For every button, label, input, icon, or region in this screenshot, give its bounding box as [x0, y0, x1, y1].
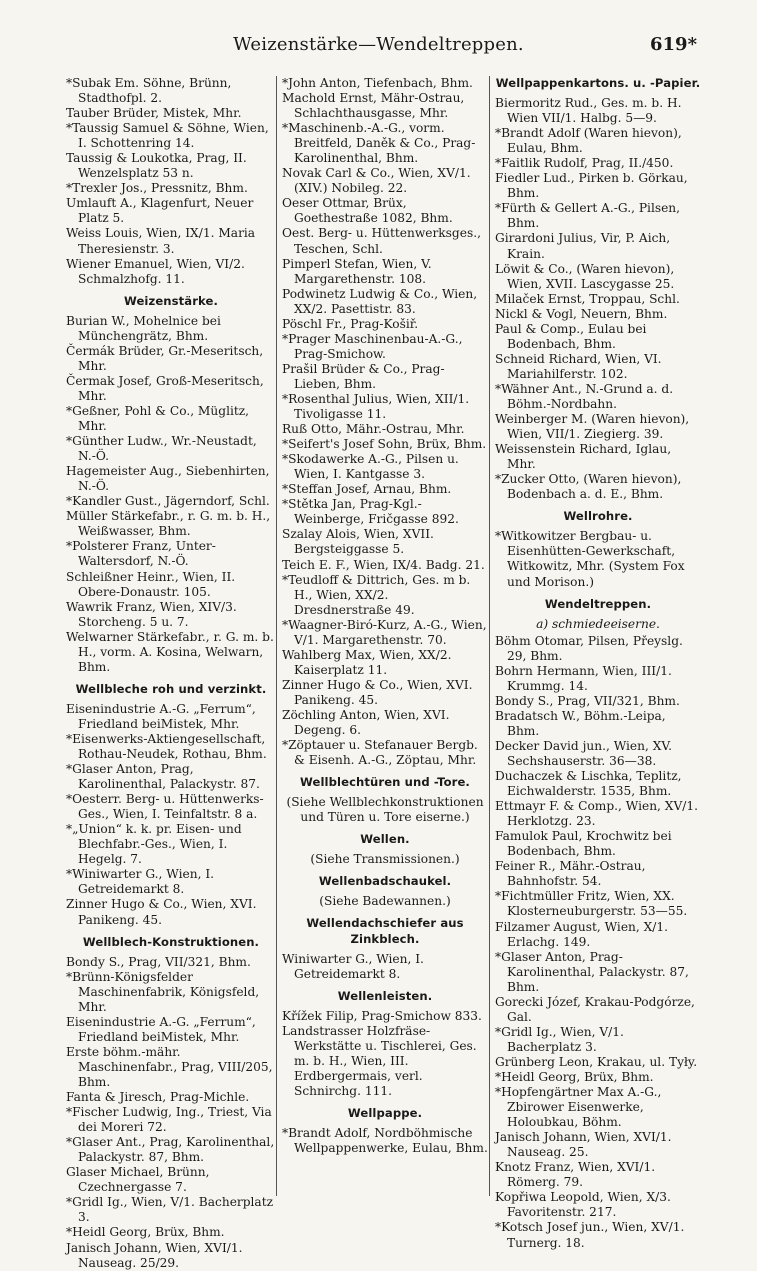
directory-entry: Knotz Franz, Wien, XVI/1. Römerg. 79. [495, 1160, 656, 1190]
directory-entry: Erste böhm.-mähr. Maschinenfabr., Prag, VIII/205, Bhm. [66, 1044, 273, 1089]
directory-entry: Gorecki Józef, Krakau-Podgórze, Gal. [495, 994, 695, 1024]
directory-entry: Čermák Brüder, Gr.-Meseritsch, Mhr. [66, 343, 264, 373]
directory-entry: Wahlberg Max, Wien, XX/2. Kaiserplatz 11. [282, 647, 452, 677]
directory-entry: *Heidl Georg, Brüx, Bhm. [495, 1070, 654, 1084]
directory-entry: *Brünn-Königsfelder Maschinenfabrik, Königsfeld, Mhr. [66, 969, 260, 1014]
page-title: Weizenstärke—Wendeltreppen. [233, 34, 524, 55]
column-3 [495, 76, 701, 1251]
section-heading: Wellenbadschaukel. [318, 874, 452, 889]
section-heading: Wellendachschiefer aus Zinkblech. [306, 916, 464, 946]
section-heading: Wellblechtüren und -Tore. [300, 775, 470, 790]
cross-reference-note: (Siehe Badewannen.) [319, 894, 451, 909]
section-heading: Wellrohre. [563, 509, 633, 524]
directory-entry: *Hopfengärtner Max A.-G., Zbirower Eisenwerke, Holoubkau, Böhm. [495, 1085, 662, 1130]
directory-entry: Biermoritz Rud., Ges. m. b. H. Wien VII/1. Halbg. 5—9. [495, 96, 682, 126]
directory-entry: *Glaser Anton, Prag-Karolinenthal, Palackystr. 87, Bhm. [495, 949, 689, 994]
directory-entry: Eisenindustrie A.-G. „Ferrum“, Friedland beiMistek, Mhr. [66, 1014, 256, 1044]
directory-entry: Winiwarter G., Wien, I. Getreidemarkt 8. [282, 951, 424, 981]
directory-entry: Müller Stärkefabr., r. G. m. b. H., Weißwasser, Bhm. [66, 509, 271, 539]
section-heading: Wellbleche roh und verzinkt. [75, 681, 267, 696]
directory-entry: *Winiwarter G., Wien, I. Getreidemarkt 8. [66, 867, 215, 897]
directory-entry: Szalay Alois, Wien, XVII. Bergsteiggasse 5. [282, 527, 434, 557]
section-heading: Wellblech-Konstruktionen. [82, 934, 260, 949]
directory-entry: *Kotsch Josef jun., Wien, XV/1. Turnerg. 18. [495, 1220, 685, 1250]
section-heading: Wellen. [360, 832, 410, 847]
directory-entry: Prašil Brüder & Co., Prag-Lieben, Bhm. [282, 361, 445, 391]
directory-entry: *Fürth & Gellert A.-G., Pilsen, Bhm. [495, 201, 681, 231]
directory-entry: Schleißner Heinr., Wien, II. Obere-Donaustr. 105. [66, 569, 236, 599]
directory-entry: Zöchling Anton, Wien, XVI. Degeng. 6. [282, 707, 450, 738]
directory-entry: *Glaser Ant., Prag, Karolinenthal, Palackystr. 87, Bhm. [66, 1135, 275, 1165]
directory-entry: Nickl & Vogl, Neuern, Bhm. [495, 306, 668, 321]
directory-entry: *Maschinenb.-A.-G., vorm. Breitfeld, Daněk & Co., Prag-Karolinenthal, Bhm. [282, 121, 476, 166]
directory-entry: *„Union“ k. k. pr. Eisen- und Blechfabr.-Ges., Wien, I. Hegelg. 7. [66, 822, 242, 867]
section-heading: Wendeltreppen. [544, 596, 652, 611]
directory-entry: Čermak Josef, Groß-Meseritsch, Mhr. [66, 373, 264, 403]
directory-entry: *Taussig Samuel & Söhne, Wien, I. Schottenring 14. [66, 121, 269, 151]
directory-entry: *Trexler Jos., Pressnitz, Bhm. [66, 181, 248, 196]
directory-entry: *Günther Ludw., Wr.-Neustadt, N.-Ö. [66, 434, 257, 464]
directory-entry: *Stětka Jan, Prag-Kgl.-Weinberge, Fričgasse 892. [282, 497, 459, 527]
directory-entry: Löwit & Co., (Waren hievon), Wien, XVII. Lascygasse 25. [495, 261, 675, 291]
directory-entry: Weiss Louis, Wien, IX/1. Maria Theresienstr. 3. [66, 226, 256, 256]
directory-entry: Glaser Michael, Brünn, Czechnergasse 7. [66, 1165, 210, 1195]
directory-entry: *Polsterer Franz, Unter-Waltersdorf, N.-Ö. [66, 539, 216, 569]
directory-entry: Wiener Emanuel, Wien, VI/2. Schmalzhofg. 11. [66, 256, 245, 286]
directory-entry: Duchaczek & Lischka, Teplitz, Eichwalderstr. 1535, Bhm. [495, 769, 682, 799]
directory-entry: Weissenstein Richard, Iglau, Mhr. [495, 442, 672, 472]
section-heading: Wellenleisten. [337, 988, 433, 1003]
directory-entry: Fanta & Jiresch, Prag-Michle. [66, 1090, 250, 1105]
directory-entry: Burian W., Mohelnice bei Münchengrätz, Bhm. [66, 313, 221, 343]
directory-entry: *Kandler Gust., Jägerndorf, Schl. [66, 494, 270, 509]
directory-entry: Bondy S., Prag, VII/321, Bhm. [495, 693, 680, 708]
page-number: 619* [650, 34, 697, 55]
directory-entry: *Glaser Anton, Prag, Karolinenthal, Palackystr. 87. [66, 762, 260, 792]
cross-reference-note: (Siehe Wellblechkonstruktionen und Türen u. Tore eiserne.) [286, 795, 484, 825]
directory-entry: Oest. Berg- u. Hüttenwerksges., Teschen, Schl. [282, 226, 481, 256]
directory-entry: Hagemeister Aug., Siebenhirten, N.-Ö. [66, 464, 270, 494]
directory-entry: Wawrik Franz, Wien, XIV/3. Storcheng. 5 u. 7. [66, 599, 237, 629]
directory-entry: Girardoni Julius, Vir, P. Aich, Krain. [495, 231, 671, 261]
column-divider [276, 76, 277, 1196]
directory-entry: *Wähner Ant., N.-Grund a. d. Böhm.-Nordbahn. [495, 381, 674, 411]
directory-entry: Oeser Ottmar, Brüx, Goethestraße 1082, Bhm. [282, 196, 453, 226]
directory-entry: *Prager Maschinenbau-A.-G., Prag-Smichow. [282, 331, 463, 361]
section-heading: Wellpappe. [347, 1106, 423, 1120]
directory-entry: Schneid Richard, Wien, VI. Mariahilferstr. 102. [495, 351, 662, 381]
directory-entry: Filzamer August, Wien, X/1. Erlachg. 149. [495, 919, 669, 949]
directory-entry: *Rosenthal Julius, Wien, XII/1. Tivoligasse 11. [282, 391, 470, 422]
directory-entry: Kopřiwa Leopold, Wien, X/3. Favoritenstr. 217. [495, 1190, 671, 1220]
directory-entry: *Skodawerke A.-G., Pilsen u. Wien, I. Kantgasse 3. [282, 452, 459, 482]
directory-entry: Ruß Otto, Mähr.-Ostrau, Mhr. [282, 422, 465, 437]
directory-entry: *Heidl Georg, Brüx, Bhm. [66, 1225, 225, 1240]
directory-entry: *Steffan Josef, Arnau, Bhm. [282, 482, 452, 497]
directory-entry: *John Anton, Tiefenbach, Bhm. [282, 76, 473, 90]
column-1 [66, 76, 276, 1271]
directory-entry: *Eisenwerks-Aktiengesellschaft, Rothau-Neudek, Rothau, Bhm. [66, 731, 267, 762]
directory-entry: *Oesterr. Berg- u. Hüttenwerks-Ges., Wien, I. Teinfaltstr. 8 a. [66, 792, 264, 822]
directory-entry: *Fichtmüller Fritz, Wien, XX. Klosterneuburgerstr. 53—55. [495, 889, 688, 919]
directory-entry: Böhm Otomar, Pilsen, Přeyslg. 29, Bhm. [495, 633, 683, 663]
section-heading: Wellpappenkartons. u. -Papier. [495, 76, 701, 90]
directory-entry: *Seifert's Josef Sohn, Brüx, Bhm. [282, 437, 487, 452]
directory-entry: Bradatsch W., Böhm.-Leipa, Bhm. [495, 708, 666, 738]
directory-entry: Ettmayr F. & Comp., Wien, XV/1. Herklotzg. 23. [495, 799, 699, 829]
directory-entry: Landstrasser Holzfräse-Werkstätte u. Tischlerei, Ges. m. b. H., Wien, III. Erdbergermais, verl. Schnirchg. 111. [282, 1023, 477, 1098]
directory-entry: Tauber Brüder, Mistek, Mhr. [66, 106, 242, 121]
directory-entry: Umlauft A., Klagenfurt, Neuer Platz 5. [66, 196, 254, 226]
cross-reference-note: (Siehe Transmissionen.) [310, 852, 460, 867]
directory-entry: Milaček Ernst, Troppau, Schl. [495, 291, 680, 306]
directory-entry: *Gridl Ig., Wien, V/1. Bacherplatz 3. [495, 1024, 624, 1054]
subsection-heading: a) schmiedeeiserne. [536, 616, 660, 631]
column-2 [282, 76, 488, 1156]
directory-entry: Decker David jun., Wien, XV. Sechshauserstr. 36—38. [495, 738, 672, 769]
directory-entry: Teich E. F., Wien, IX/4. Badg. 21. [282, 557, 485, 572]
directory-entry: *Zucker Otto, (Waren hievon), Bodenbach a. d. E., Bhm. [495, 472, 682, 502]
directory-entry: Famulok Paul, Krochwitz bei Bodenbach, Bhm. [495, 829, 672, 859]
directory-entry: Weinberger M. (Waren hievon), Wien, VII/1. Ziegierg. 39. [495, 412, 690, 442]
directory-entry: *Subak Em. Söhne, Brünn, Stadthofpl. 2. [66, 76, 232, 106]
directory-entry: Machold Ernst, Mähr-Ostrau, Schlachthausgasse, Mhr. [282, 91, 465, 121]
directory-entry: Feiner R., Mähr.-Ostrau, Bahnhofstr. 54. [495, 859, 646, 889]
directory-entry: *Zöptauer u. Stefanauer Bergb. & Eisenh. A.-G., Zöptau, Mhr. [282, 738, 478, 768]
directory-entry: Janisch Johann, Wien, XVI/1. Nauseag. 25. [495, 1130, 672, 1160]
directory-entry: Janisch Johann, Wien, XVI/1. Nauseag. 25/29. [66, 1240, 243, 1270]
directory-entry: Eisenindustrie A.-G. „Ferrum“, Friedland beiMistek, Mhr. [66, 701, 256, 731]
directory-entry: *Teudloff & Dittrich, Ges. m b. H., Wien, XX/2. Dresdnerstraße 49. [282, 572, 471, 617]
section-heading: Weizenstärke. [123, 293, 219, 308]
directory-entry: *Gridl Ig., Wien, V/1. Bacherplatz 3. [66, 1195, 274, 1225]
directory-entry: Zinner Hugo & Co., Wien, XVI. Panikeng. 45. [282, 677, 473, 707]
page-header [0, 34, 757, 58]
directory-entry: Novak Carl & Co., Wien, XV/1. (XIV.) Nobileg. 22. [282, 166, 471, 196]
directory-entry: Zinner Hugo & Co., Wien, XVI. Panikeng. 45. [66, 897, 257, 927]
directory-entry: *Faitlik Rudolf, Prag, II./450. [495, 156, 674, 171]
directory-entry: *Witkowitzer Bergbau- u. Eisenhütten-Gewerkschaft, Witkowitz, Mhr. (System Fox und Morison.) [495, 529, 685, 589]
directory-entry: Welwarner Stärkefabr., r. G. m. b. H., vorm. A. Kosina, Welwarn, Bhm. [66, 629, 274, 674]
directory-entry: *Fischer Ludwig, Ing., Triest, Via dei Moreri 72. [66, 1105, 272, 1135]
directory-entry: Křížek Filip, Prag-Smichow 833. [282, 1008, 482, 1023]
directory-entry: Grünberg Leon, Krakau, ul. Tyły. [495, 1054, 698, 1069]
directory-entry: Bohrn Hermann, Wien, III/1. Krummg. 14. [495, 663, 672, 693]
directory-entry: Podwinetz Ludwig & Co., Wien, XX/2. Pasettistr. 83. [282, 286, 478, 316]
directory-entry: *Brandt Adolf, Nordböhmische Wellpappenwerke, Eulau, Bhm. [282, 1126, 488, 1156]
directory-entry: Fiedler Lud., Pirken b. Görkau, Bhm. [495, 171, 688, 201]
directory-entry: *Geßner, Pohl & Co., Müglitz, Mhr. [66, 403, 250, 434]
column-divider [489, 76, 490, 1196]
directory-entry: Paul & Comp., Eulau bei Bodenbach, Bhm. [495, 321, 647, 351]
directory-entry: *Waagner-Biró-Kurz, A.-G., Wien, V/1. Margarethenstr. 70. [282, 617, 487, 647]
directory-entry: Pöschl Fr., Prag-Košiř. [282, 316, 419, 331]
directory-entry: Bondy S., Prag, VII/321, Bhm. [66, 954, 251, 969]
directory-entry: Taussig & Loukotka, Prag, II. Wenzelsplatz 53 n. [66, 151, 247, 181]
directory-entry: *Brandt Adolf (Waren hievon), Eulau, Bhm. [495, 126, 682, 156]
directory-entry: Pimperl Stefan, Wien, V. Margarethenstr. 108. [282, 256, 432, 286]
